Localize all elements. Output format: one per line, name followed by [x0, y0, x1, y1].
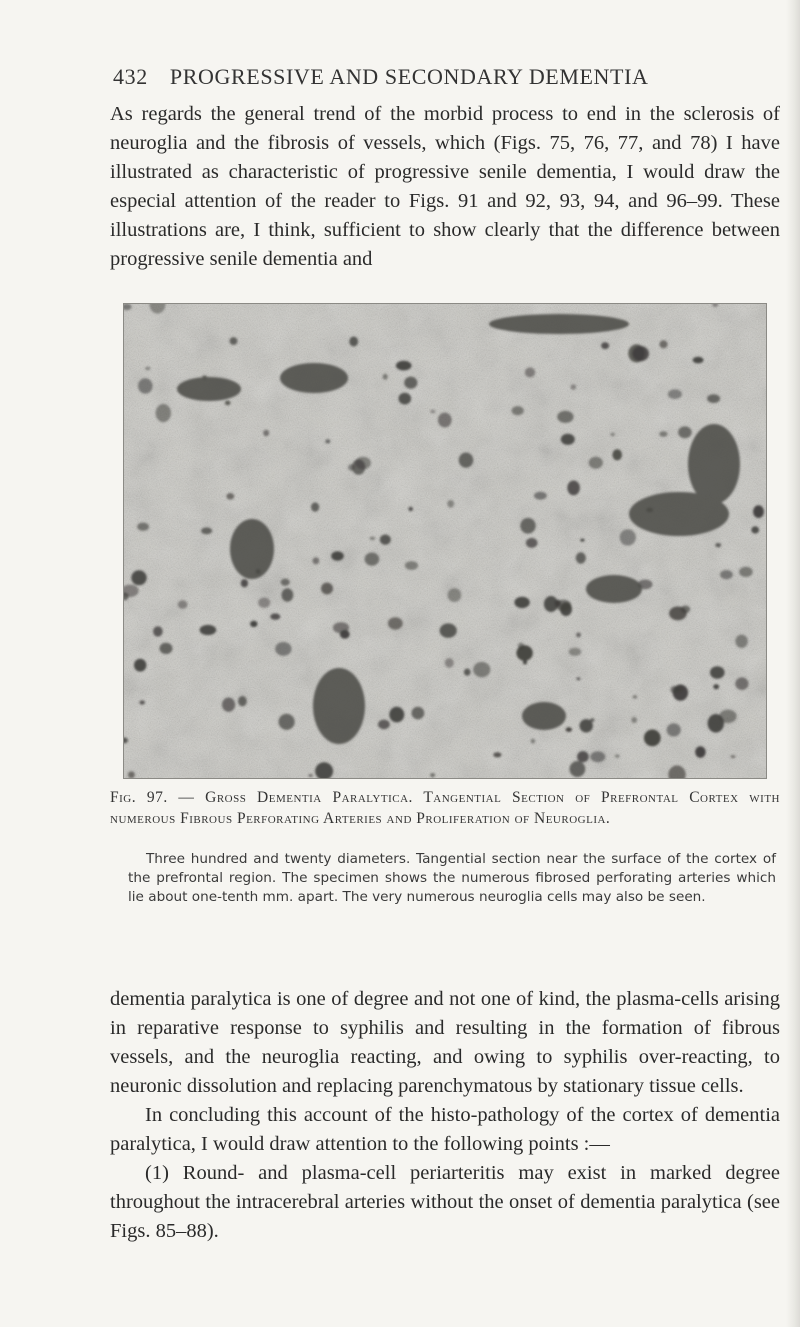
neuroglia-cell: [531, 739, 535, 744]
neuroglia-cell: [707, 394, 720, 403]
neuroglia-cell: [331, 551, 344, 560]
neuroglia-cell: [644, 730, 661, 747]
neuroglia-cell: [566, 727, 572, 732]
neuroglia-cell: [225, 401, 231, 406]
neuroglia-cell: [693, 357, 704, 364]
neuroglia-cell: [512, 406, 524, 415]
neuroglia-cell: [601, 342, 609, 349]
neuroglia-cell: [178, 600, 188, 608]
neuroglia-cell: [731, 755, 736, 758]
neuroglia-cell: [250, 621, 257, 627]
neuroglia-cell: [258, 598, 270, 608]
text-after-figure: [110, 985, 780, 1246]
neuroglia-cell: [222, 698, 235, 712]
neuroglia-cell: [134, 659, 146, 672]
paragraph-continued: dementia paralytica is one of degree and not one of kind, the plasma-cells arising in reparative response to syphilis and resulting in the formation of fibrous vessels, and the neuroglia reacting, and owing to syphilis over-reacting, to neuronic dissolution and replacing parenchymatous by stationary tissue cells.: [110, 988, 780, 1097]
neuroglia-cell: [753, 505, 764, 518]
neuroglia-cell: [555, 600, 561, 607]
neuroglia-cell: [308, 774, 313, 777]
neuroglia-cell: [525, 367, 535, 377]
neuroglia-cell: [577, 751, 589, 762]
neuroglia-cell: [576, 677, 580, 680]
neuroglia-cell: [659, 340, 667, 348]
neuroglia-cell: [241, 579, 248, 587]
neuroglia-cell: [370, 537, 376, 541]
neuroglia-cell: [226, 493, 234, 500]
neuroglia-cell: [571, 384, 577, 390]
neuroglia-cell: [383, 374, 388, 380]
neuroglia-cell: [399, 393, 412, 405]
neuroglia-cell: [137, 523, 149, 531]
neuroglia-cell: [311, 502, 319, 511]
neuroglia-cell: [669, 607, 687, 621]
neuroglia-cell: [200, 625, 217, 635]
neuroglia-cell: [380, 535, 391, 545]
micrograph-image: [124, 304, 766, 778]
neuroglia-cell: [576, 633, 581, 638]
neuroglia-cell: [279, 714, 295, 730]
neuroglia-cell: [569, 648, 581, 656]
neuroglia-cell: [632, 346, 649, 361]
neuroglia-cell: [611, 433, 615, 436]
neuroglia-cell: [580, 719, 593, 732]
neuroglia-cell: [408, 507, 413, 511]
neuroglia-cell: [719, 710, 736, 723]
neuroglia-cell: [576, 552, 586, 563]
neuroglia-cell: [534, 492, 547, 500]
neuroglia-cell: [631, 717, 637, 723]
neuroglia-cell: [325, 439, 330, 443]
running-header: [113, 64, 713, 90]
neuroglia-cell: [739, 567, 753, 577]
neuroglia-cell: [430, 410, 435, 413]
neuroglia-cell: [676, 686, 683, 692]
neuroglia-cell: [440, 623, 457, 637]
neuroglia-cell: [131, 570, 146, 585]
neuroglia-cell: [520, 518, 535, 534]
neuroglia-cell: [365, 553, 380, 566]
neuroglia-cell: [270, 613, 280, 619]
paragraph-point-1: (1) Round- and plasma-cell periarteritis may exist in marked degree throughout the intracerebral arteries without the onset of dementia paralytica (see Figs. 85–88).: [110, 1162, 780, 1242]
neuroglia-cell: [464, 669, 471, 676]
neuroglia-cell: [659, 431, 667, 437]
neuroglia-cell: [526, 538, 538, 548]
neuroglia-cell: [230, 337, 238, 345]
neuroglia-cell: [751, 526, 759, 533]
neuroglia-cell: [201, 527, 212, 534]
neuroglia-cell: [138, 378, 153, 393]
neuroglia-cell: [405, 561, 418, 570]
neuroglia-cell: [445, 658, 454, 668]
neuroglia-cell: [612, 449, 622, 460]
neuroglia-cell: [514, 597, 529, 608]
neuroglia-cell: [590, 751, 605, 762]
neuroglia-cell: [667, 723, 681, 736]
neuroglia-cell: [668, 389, 682, 399]
figure-caption: [110, 787, 780, 829]
neuroglia-cell: [557, 411, 573, 423]
neuroglia-cell: [378, 720, 390, 730]
neuroglia-cell: [567, 481, 580, 496]
figure-description: Three hundred and twenty diameters. Tangential section near the surface of the cortex of the prefrontal region. The specimen shows the numerous fibrosed perforating arteries which lie about one-tenth mm. apart. The very numerous neuroglia cells may also be seen.: [128, 851, 776, 905]
neuroglia-cell: [396, 361, 412, 371]
neuroglia-cell: [570, 761, 586, 777]
neuroglia-cell: [281, 579, 290, 586]
neuroglia-cell: [139, 700, 145, 704]
neuroglia-cell: [404, 377, 417, 389]
neuroglia-cell: [710, 666, 725, 679]
paragraph-concluding: In concluding this account of the histo-pathology of the cortex of dementia paralytica, I would draw attention to the following points :—: [110, 1104, 780, 1155]
neuroglia-cell: [412, 707, 425, 720]
neuroglia-cell: [153, 626, 163, 636]
neuroglia-cell: [523, 660, 527, 665]
paragraph-before-figure: As regards the general trend of the morbid process to end in the sclerosis of neuroglia and the fibrosis of vessels, which (Figs. 75, 76, 77, and 78) I have illustrated as characteristic of progressive senile dementia, I would draw the especial attention of the reader to Figs. 91 and 92, 93, 94, and 96–99. These illustrations are, I think, sufficient to show clearly that the difference between progressive senile dementia and: [110, 103, 780, 270]
neuroglia-cell: [438, 413, 452, 428]
neuroglia-cell: [321, 583, 333, 595]
neuroglia-cell: [518, 643, 524, 650]
neuroglia-cell: [735, 635, 747, 648]
neuroglia-cell: [389, 707, 404, 723]
neuroglia-cell: [620, 529, 636, 545]
neuroglia-cell: [493, 752, 501, 757]
neuroglia-cell: [275, 642, 291, 656]
neuroglia-cell: [430, 773, 435, 777]
neuroglia-cell: [615, 754, 620, 758]
neuroglia-cell: [720, 570, 733, 579]
neuroglia-cell: [313, 557, 320, 564]
neuroglia-cell: [695, 746, 705, 758]
figure-title: Gross Dementia Paralytica. Tangential Section of Prefrontal Cortex with numerous Fibrous Perforating Arteries and Proliferation of Neuroglia.: [110, 789, 780, 827]
neuroglia-cell: [715, 543, 721, 547]
neuroglia-cell: [156, 404, 171, 422]
neuroglia-cell: [735, 677, 748, 690]
page-edge-shadow: [786, 0, 800, 1327]
neuroglia-cell: [713, 684, 719, 689]
neuroglia-cell: [459, 453, 474, 468]
neuroglia-cell: [238, 696, 247, 706]
neuroglia-cell: [473, 662, 490, 677]
neuroglia-cell: [263, 430, 269, 436]
neuroglia-cell: [349, 337, 358, 347]
neuroglia-cell: [145, 367, 150, 370]
neuroglia-cell: [388, 617, 403, 629]
neuroglia-cell: [128, 771, 135, 778]
neuroglia-cell: [589, 457, 603, 469]
neuroglia-cell: [348, 464, 355, 471]
micrograph-figure: [123, 303, 767, 779]
neuroglia-cell: [447, 500, 454, 508]
neuroglia-cell: [678, 426, 692, 438]
neuroglia-cell: [448, 588, 462, 602]
neuroglia-cell: [560, 602, 572, 616]
figure-label: Fig. 97. —: [110, 789, 206, 806]
neuroglia-cell: [282, 588, 294, 602]
neuroglia-cell: [633, 695, 638, 698]
neuroglia-cell: [160, 643, 173, 654]
running-title: PROGRESSIVE AND SECONDARY DEMENTIA: [169, 64, 649, 89]
page-number: 432: [113, 64, 148, 89]
neuroglia-cell: [561, 434, 575, 445]
neuroglia-cell: [580, 539, 584, 542]
neuroglia-cell: [340, 630, 350, 639]
